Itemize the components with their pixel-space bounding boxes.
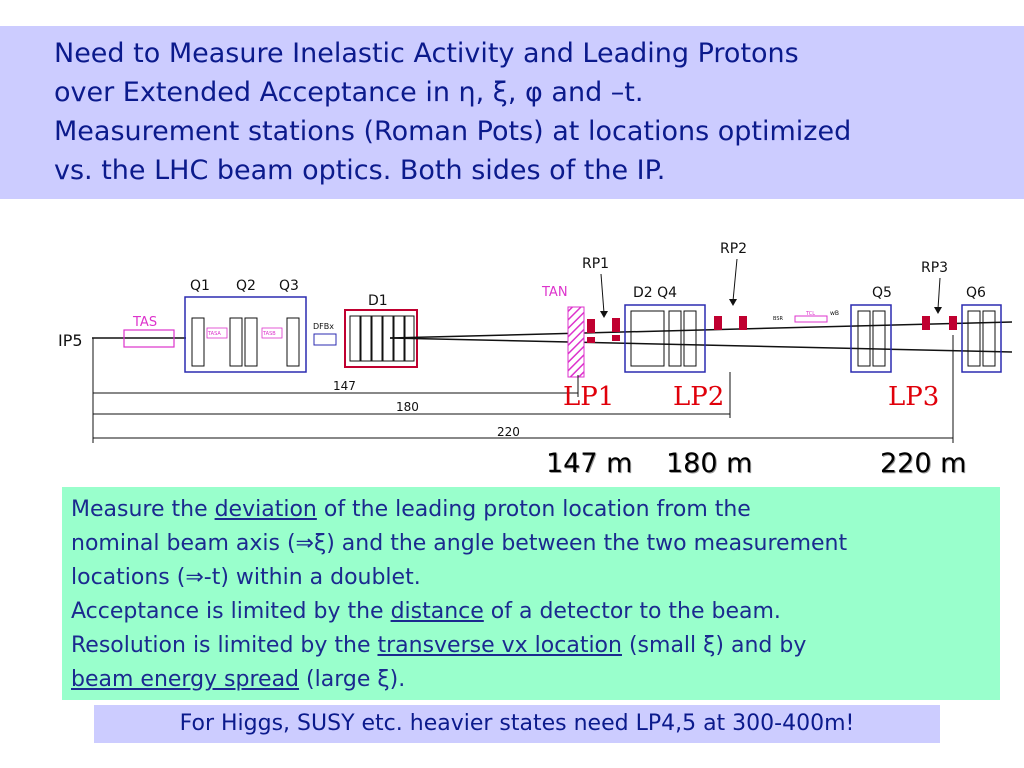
header-line-1: Need to Measure Inelastic Activity and Leading Protons (54, 38, 799, 69)
text-fragment: Resolution is limited by the (71, 633, 378, 658)
beam-pipe-upper (390, 322, 1012, 338)
dim-220-label: 220 (497, 425, 520, 439)
transverse-vx-term: transverse vx location (377, 633, 622, 658)
rp3-label: RP3 (921, 260, 949, 276)
footer-box (94, 705, 940, 743)
rp1-arrowhead (600, 311, 608, 318)
header-line-3: Measurement stations (Roman Pots) at locations optimized (54, 116, 852, 147)
q6a-magnet (968, 311, 980, 366)
dfbx-element (314, 334, 336, 345)
explanation-line-5 (71, 629, 996, 663)
tasb-label: TASB (263, 331, 276, 337)
distance-220: 220 m (880, 448, 967, 479)
header-line-4: vs. the LHC beam optics. Both sides of the IP. (54, 155, 666, 186)
bsr-label: BSR (773, 316, 783, 322)
tan-label: TAN (542, 285, 568, 300)
rp2-pots (714, 316, 747, 330)
deviation-term: deviation (214, 497, 317, 522)
rp3-pots (922, 316, 957, 330)
distance-term: distance (390, 599, 484, 624)
d1-label: D1 (368, 293, 388, 309)
lp2-label: LP2 (673, 382, 725, 412)
rp2-arrowhead (729, 299, 737, 306)
explanation-line-2: nominal beam axis (⇒ξ) and the angle between the two measurement (71, 531, 848, 556)
q3-magnet (287, 318, 299, 366)
ip-label: IP5 (58, 331, 83, 350)
rp2-arrow (733, 259, 737, 301)
tan-absorber (568, 307, 584, 377)
footer-text: For Higgs, SUSY etc. heavier states need LP4,5 at 300-400m! (179, 711, 855, 736)
text-fragment: of the leading proton location from the (316, 497, 751, 522)
header-line-2: over Extended Acceptance in η, ξ, φ and –t. (54, 77, 644, 108)
dfbx-label: DFBx (313, 322, 334, 331)
q1-magnet (192, 318, 204, 366)
text-fragment: of a detector to the beam. (483, 599, 781, 624)
tas-label: TAS (133, 315, 158, 330)
header-box (0, 26, 1024, 199)
q2b-magnet (245, 318, 257, 366)
beamline-diagram (0, 225, 1024, 447)
lp1-label: LP1 (563, 382, 615, 412)
explanation-line-6 (71, 663, 996, 697)
wb-label: wB (830, 310, 840, 317)
d2q4-label: D2 Q4 (633, 285, 678, 301)
distance-147: 147 m (546, 448, 633, 479)
q5-label: Q5 (872, 285, 892, 301)
text-fragment: Acceptance is limited by the (71, 599, 391, 624)
rp3-arrowhead (934, 307, 942, 314)
header-text (54, 34, 1014, 190)
q6b-magnet (983, 311, 995, 366)
q2-label: Q2 (236, 278, 256, 294)
q5a-magnet (858, 311, 870, 366)
rp2-label: RP2 (720, 241, 748, 257)
explanation-box (62, 487, 1000, 700)
dim-147-label: 147 (333, 379, 356, 393)
beam-pipe-lower (390, 338, 1012, 352)
rp1-arrow (601, 274, 604, 313)
q4a-magnet (669, 311, 681, 366)
rp3-arrow (938, 278, 940, 309)
d2-magnet (631, 311, 664, 366)
q3-label: Q3 (279, 278, 299, 294)
tasa-label: TASA (208, 331, 221, 337)
rp1-label: RP1 (582, 256, 610, 272)
q4b-magnet (684, 311, 696, 366)
explanation-text (71, 493, 996, 697)
q1-label: Q1 (190, 278, 210, 294)
energy-spread-term: beam energy spread (71, 667, 300, 692)
rp1-pots (587, 318, 620, 343)
explanation-line-3: locations (⇒-t) within a doublet. (71, 565, 421, 590)
q6-label: Q6 (966, 285, 986, 301)
text-fragment: (small ξ) and by (621, 633, 807, 658)
q5b-magnet (873, 311, 885, 366)
text-fragment: Measure the (71, 497, 215, 522)
d2q4-enclosure (625, 305, 705, 372)
dimension-lines (93, 335, 953, 443)
explanation-line-1 (71, 493, 996, 527)
distance-180: 180 m (666, 448, 753, 479)
lp3-label: LP3 (888, 382, 940, 412)
q2a-magnet (230, 318, 242, 366)
explanation-line-4 (71, 595, 996, 629)
dim-180-label: 180 (396, 400, 419, 414)
tcl-label: TCL (806, 311, 816, 317)
text-fragment: (large ξ). (299, 667, 406, 692)
